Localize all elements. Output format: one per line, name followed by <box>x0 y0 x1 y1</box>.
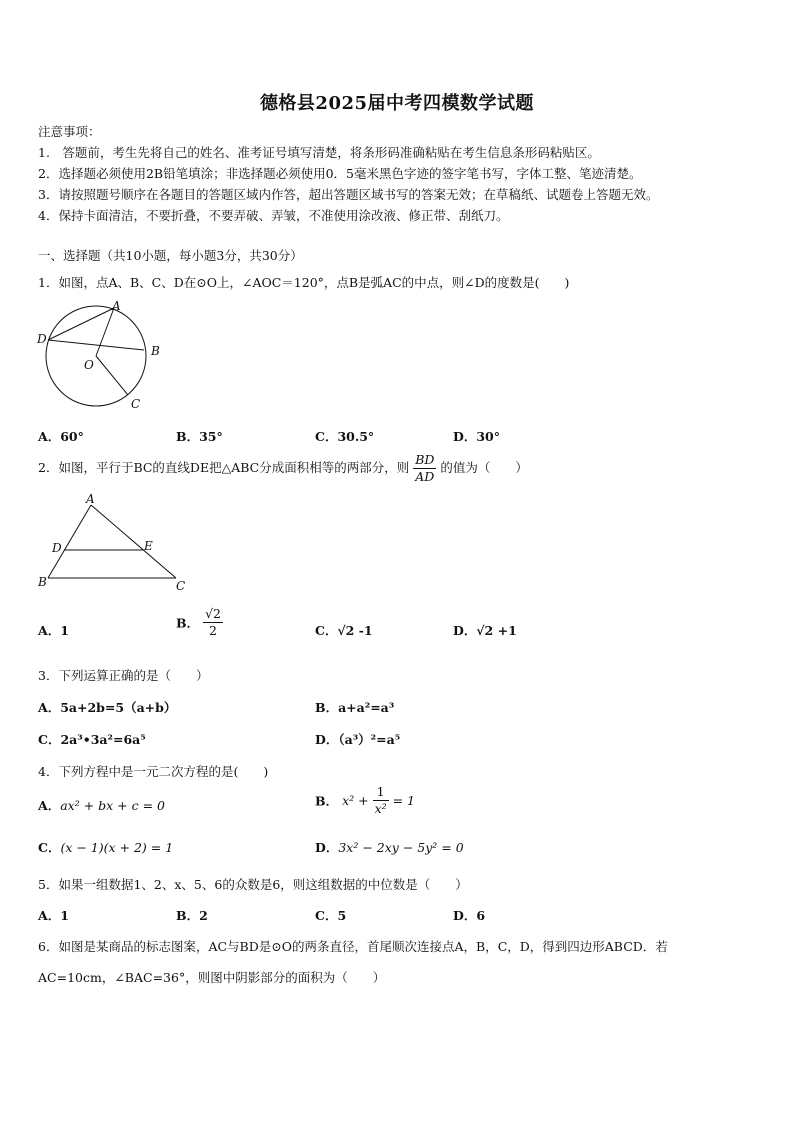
q4-option-b <box>315 784 415 817</box>
note-item: 1. 答题前，考生先将自己的姓名、准考证号填写清楚，将条形码准确粘贴在考生信息条形码粘贴区。 <box>38 145 600 160</box>
question-6-stem-line1: 6．如图是某商品的标志图案，AC与BD是⊙O的两条直径，首尾顺次连接点A，B，C，D，得到四边形ABCD．若 <box>38 939 668 954</box>
q2-option-a: A．1 <box>38 623 69 638</box>
q5-option-a: A．1 <box>38 908 69 923</box>
question-6-stem-line2: AC=10cm，∠BAC=36°，则图中阴影部分的面积为（ ） <box>38 970 386 985</box>
q2-option-c-text: √2 -1 <box>337 623 373 638</box>
q2-option-b <box>176 606 223 639</box>
label-D: D <box>52 541 62 555</box>
triangle-figure <box>0 0 200 600</box>
label-A: A <box>112 299 121 313</box>
notes-heading: 注意事项： <box>38 124 101 139</box>
q3-option-a: A．5a+2b=5（a+b） <box>38 700 177 715</box>
q3-option-d: D．（a³）²=a⁵ <box>315 732 401 747</box>
q3-option-b: B．a+a²=a³ <box>315 700 395 715</box>
question-5-stem: 5．如果一组数据1、2、x、5、6的众数是6，则这组数据的中位数是（ ） <box>38 877 468 892</box>
question-3-stem: 3．下列运算正确的是（ ） <box>38 668 209 683</box>
q4-option-d-prefix: D． <box>315 840 339 855</box>
q2-fraction <box>413 452 436 485</box>
q4-option-c-prefix: C． <box>38 840 61 855</box>
q4-option-b-prefix: B． <box>315 793 339 809</box>
label-C: C <box>176 579 186 593</box>
question-4-stem: 4．下列方程中是一元二次方程的是( ) <box>38 764 269 779</box>
q4-option-d <box>315 838 464 856</box>
q4-option-c-expr: (x − 1)(x + 2) = 1 <box>60 840 174 855</box>
label-B: B <box>38 575 47 589</box>
note-item: 4．保持卡面清洁，不要折叠，不要弄破、弄皱，不准使用涂改液、修正带、刮纸刀。 <box>38 208 509 223</box>
q4-option-b-num: 1 <box>373 784 389 801</box>
q1-option-a: A．60° <box>38 429 84 444</box>
q4-option-a-expr: ax² + bx + c = 0 <box>60 798 165 813</box>
note-item: 3．请按照题号顺序在各题目的答题区域内作答，超出答题区域书写的答案无效；在草稿纸、试题卷上答题无效。 <box>38 187 659 202</box>
q4-option-a-prefix: A． <box>38 798 61 813</box>
label-B: B <box>151 344 160 358</box>
q2-stem-before: 2．如图，平行于BC的直线DE把△ABC分成面积相等的两部分，则 <box>38 460 410 475</box>
question-1-stem: 1．如图，点A、B、C、D在⊙O上，∠AOC＝120°，点B是弧AC的中点，则∠D的度数是( ) <box>38 275 570 290</box>
q4-option-d-expr: 3x² − 2xy − 5y² = 0 <box>338 840 464 855</box>
q5-option-b: B．2 <box>176 908 208 923</box>
q4-option-b-pre: x² + <box>342 793 369 808</box>
label-O: O <box>84 358 94 372</box>
note-item: 2．选择题必须使用2B铅笔填涂；非选择题必须使用0．5毫米黑色字迹的签字笔书写，字体工整、笔迹清楚。 <box>38 166 642 181</box>
q4-option-b-den: x² <box>374 801 387 816</box>
q5-option-d: D．6 <box>453 908 486 923</box>
q4-option-b-fraction <box>373 784 389 817</box>
label-A: A <box>86 492 95 506</box>
q1-option-c: C．30.5° <box>315 429 375 444</box>
q2-option-d-prefix: D． <box>453 623 477 638</box>
q2-frac-num: BD <box>415 452 435 467</box>
label-E: E <box>144 539 153 553</box>
q5-option-c: C．5 <box>315 908 347 923</box>
q1-option-d: D．30° <box>453 429 500 444</box>
q2-stem-after: 的值为（ ） <box>440 460 528 475</box>
label-D: D <box>37 332 47 346</box>
q1-option-b: B．35° <box>176 429 223 444</box>
q2-option-d-text: √2 +1 <box>476 623 517 638</box>
q4-option-c <box>38 838 173 856</box>
q2-option-d <box>453 621 517 639</box>
section-heading: 一、选择题（共10小题，每小题3分，共30分） <box>38 248 303 263</box>
q2-option-c-prefix: C． <box>315 623 338 638</box>
label-C: C <box>131 397 141 411</box>
q4-option-a <box>38 796 165 814</box>
q2-option-b-den: 2 <box>209 623 217 638</box>
q2-option-b-num: √2 <box>205 606 221 621</box>
q3-option-c: C．2a³•3a²=6a⁵ <box>38 732 146 747</box>
q2-option-c <box>315 621 373 639</box>
page-title: 德格县2025届中考四模数学试题 <box>259 93 535 114</box>
q2-option-b-prefix: B． <box>176 615 200 631</box>
q2-option-b-fraction <box>203 606 223 639</box>
q4-option-b-post: = 1 <box>392 793 416 808</box>
q2-frac-den: AD <box>415 469 435 484</box>
